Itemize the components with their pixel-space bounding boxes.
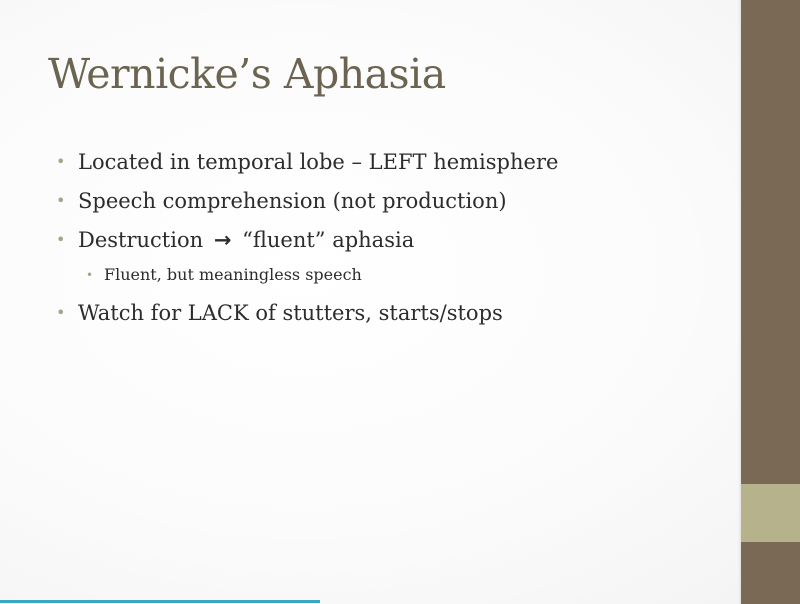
sub-bullet-text: Fluent, but meaningless speech [104, 265, 362, 284]
bullet-item [56, 185, 558, 224]
bullet-text: Speech comprehension (not production) [78, 189, 507, 213]
bullet-list [56, 146, 558, 336]
progress-line [0, 600, 320, 603]
sub-bullet-dot-icon: • [86, 268, 94, 282]
bullet-dot-icon: • [56, 152, 66, 171]
slide-title: Wernicke’s Aphasia [48, 50, 446, 98]
bullet-text-part: “fluent” aphasia [242, 228, 415, 252]
bullet-item [56, 146, 558, 185]
bullet-text-part: Destruction [78, 228, 204, 252]
right-arrow-icon: → [213, 228, 232, 252]
bullet-text: Located in temporal lobe – LEFT hemisphere [78, 150, 559, 174]
bullet-dot-icon: • [56, 303, 66, 322]
sub-bullet-item [86, 263, 558, 297]
bullet-dot-icon: • [56, 191, 66, 210]
sidebar-accent-block [741, 484, 800, 542]
bullet-item [56, 297, 558, 336]
bullet-dot-icon: • [56, 230, 66, 249]
bullet-item [56, 224, 558, 263]
bullet-text: Watch for LACK of stutters, starts/stops [78, 301, 503, 325]
